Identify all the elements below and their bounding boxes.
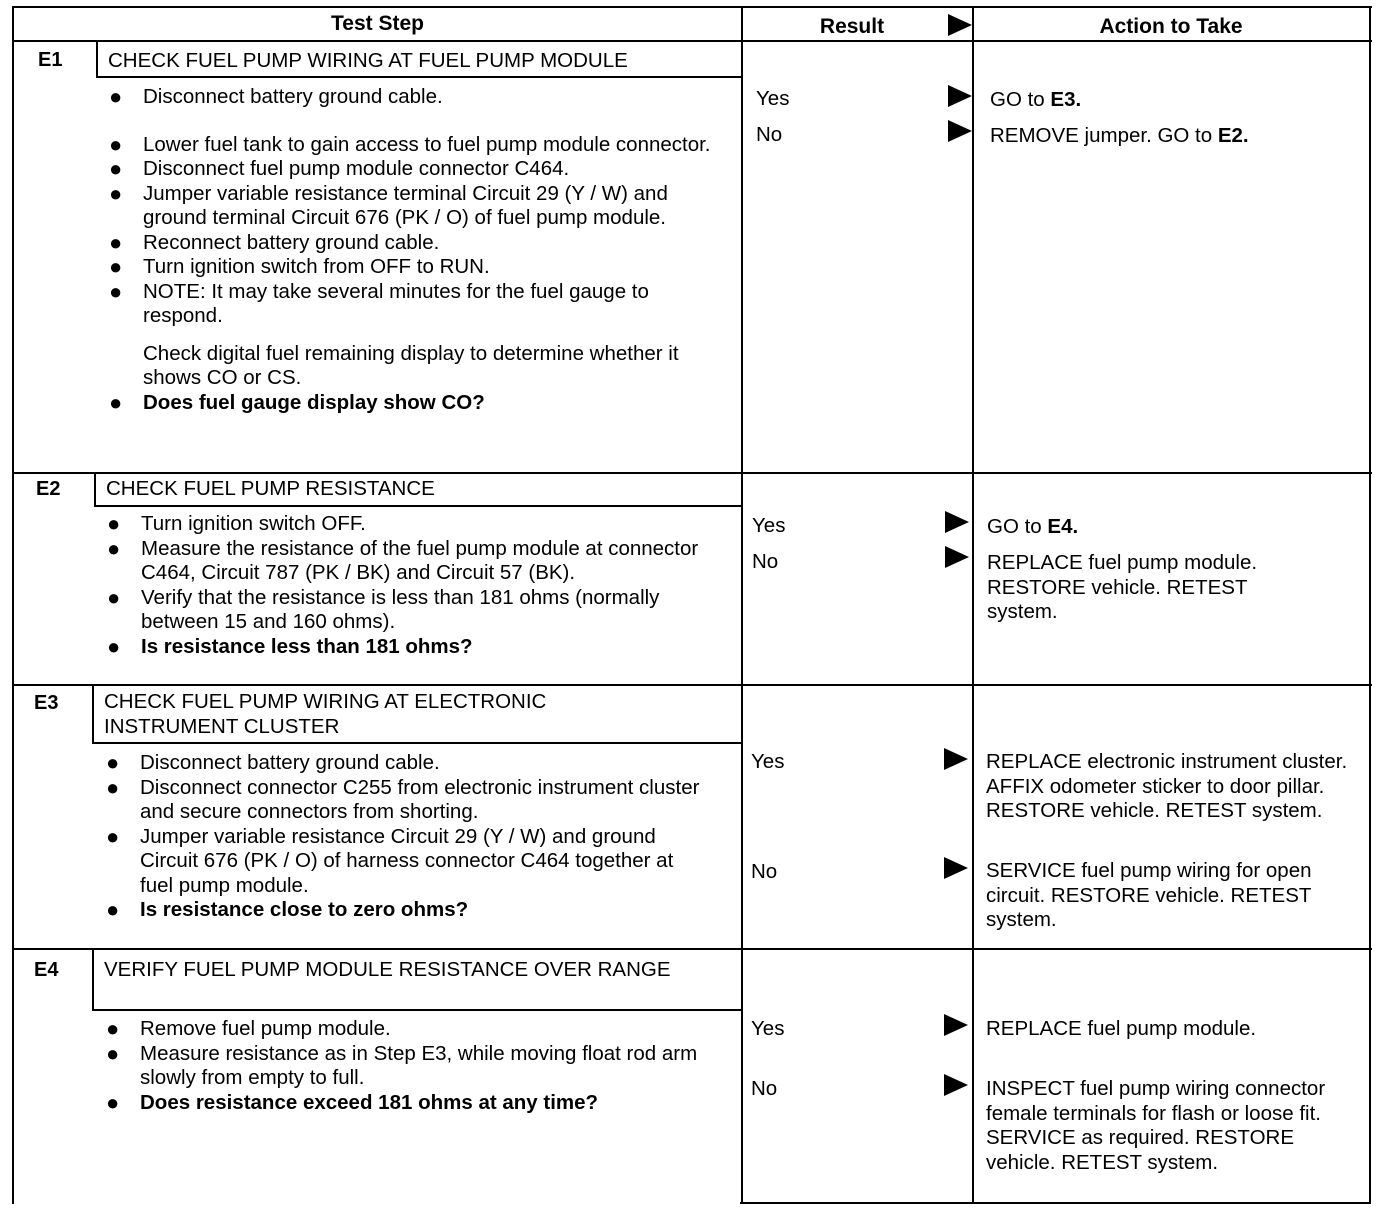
step-id: E2	[36, 478, 61, 500]
id-divider-e4	[92, 950, 94, 1009]
result-yes: Yes	[751, 1017, 785, 1040]
title-underline-e4	[92, 1009, 742, 1011]
step-question: ● Is resistance close to zero ohms?	[106, 897, 469, 922]
list-item: ● Reconnect battery ground cable.	[109, 229, 440, 255]
bullet-icon: ●	[106, 823, 120, 849]
header-action: Action to Take	[1099, 15, 1243, 38]
header-bottom-border	[12, 40, 1372, 42]
list-item: ● Turn ignition switch from OFF to RUN.	[109, 254, 490, 279]
bullet-icon: ●	[109, 254, 123, 279]
step-bullets	[107, 512, 712, 659]
list-item: ● Turn ignition switch OFF.	[107, 511, 366, 536]
result-yes: Yes	[751, 750, 785, 773]
list-item: ● Disconnect battery ground cable.	[109, 84, 443, 109]
header-result: Result	[819, 15, 885, 38]
step-separator-e4	[12, 948, 1372, 950]
action-yes: GO to E4.	[987, 515, 1079, 538]
step-id: E3	[34, 692, 59, 714]
result-no: No	[756, 123, 783, 146]
list-item: ● Jumper variable resistance Circuit 29 (Y / W) and ground Circuit 676 (PK / O) of harness connector C464 together at fuel pump module.	[106, 823, 674, 897]
list-item: ● Measure resistance as in Step E3, while moving float rod arm slowly from empty to full.	[106, 1040, 698, 1089]
result-arrow-icon	[945, 546, 969, 568]
result-arrow-icon	[944, 857, 968, 879]
table-right-border	[1369, 6, 1371, 1204]
list-item: ● Lower fuel tank to gain access to fuel pump module connector.	[109, 131, 711, 157]
bullet-icon: ●	[109, 278, 123, 304]
list-item: ● NOTE: It may take several minutes for the fuel gauge to respond.	[109, 278, 649, 327]
result-arrow-icon	[945, 511, 969, 533]
id-divider-e3	[92, 686, 94, 742]
step-question: ● Does resistance exceed 181 ohms at any time?	[106, 1089, 599, 1115]
step-id: E1	[38, 49, 63, 71]
step-separator-e2	[12, 472, 1372, 474]
step-question: ● Does fuel gauge display show CO?	[109, 389, 485, 415]
id-divider-e1	[96, 42, 98, 76]
step-title: CHECK FUEL PUMP WIRING AT FUEL PUMP MODULE	[108, 49, 628, 72]
bullet-icon: ●	[107, 584, 121, 610]
step-title: CHECK FUEL PUMP WIRING AT ELECTRONIC INSTRUMENT CLUSTER	[104, 690, 553, 738]
list-item: ● Disconnect connector C255 from electronic instrument cluster and secure connectors from shorting.	[106, 774, 700, 823]
bullet-icon: ●	[109, 84, 123, 109]
title-underline-e1	[96, 76, 742, 78]
step-bullets	[109, 85, 714, 415]
bullet-icon: ●	[106, 1089, 120, 1115]
result-no: No	[752, 550, 779, 573]
bullet-icon: ●	[109, 131, 123, 157]
header-test-step: Test Step	[331, 12, 424, 35]
table-bottom-border	[740, 1202, 1371, 1204]
step-question: ● Is resistance less than 181 ohms?	[107, 633, 473, 659]
bullet-icon: ●	[107, 535, 121, 561]
bullet-icon: ●	[106, 897, 120, 922]
bullet-icon: ●	[107, 633, 121, 659]
list-item: ● Disconnect battery ground cable.	[106, 750, 440, 775]
result-arrow-icon	[948, 120, 972, 142]
list-item: ● Disconnect fuel pump module connector C464.	[109, 156, 570, 181]
step-separator-e3	[12, 684, 1372, 686]
bullet-icon: ●	[109, 389, 123, 415]
result-arrow-icon	[948, 85, 972, 107]
bullet-icon: ●	[109, 229, 123, 255]
result-arrow-icon	[944, 748, 968, 770]
step-title: VERIFY FUEL PUMP MODULE RESISTANCE OVER RANGE	[104, 958, 671, 981]
table-left-border	[12, 6, 14, 1204]
result-arrow-icon	[944, 1074, 968, 1096]
result-no: No	[751, 860, 778, 883]
bullet-icon: ●	[107, 511, 121, 536]
title-underline-e3	[92, 742, 742, 744]
step-bullets	[106, 1017, 706, 1115]
bullet-icon: ●	[106, 750, 120, 775]
result-yes: Yes	[756, 87, 790, 110]
result-yes: Yes	[752, 514, 786, 537]
bullet-icon: ●	[109, 180, 123, 206]
title-underline-e2	[94, 505, 742, 507]
list-item: ● Verify that the resistance is less than 181 ohms (normally between 15 and 160 ohms).	[107, 584, 660, 633]
bullet-icon: ●	[109, 156, 123, 181]
action-no: REMOVE jumper. GO to E2.	[990, 124, 1249, 147]
action-yes: GO to E3.	[990, 88, 1082, 111]
table-top-border	[12, 6, 1372, 8]
list-item: ● Remove fuel pump module.	[106, 1016, 391, 1041]
step-id: E4	[34, 959, 59, 981]
header-result-arrow-icon	[948, 14, 972, 36]
result-no: No	[751, 1077, 778, 1100]
step-bullets	[106, 751, 706, 923]
list-item: ● Measure the resistance of the fuel pump module at connector C464, Circuit 787 (PK / BK) and Circuit 57 (BK).	[107, 535, 699, 584]
bullet-icon: ●	[106, 1040, 120, 1066]
result-column-divider	[741, 6, 743, 1204]
action-no: SERVICE fuel pump wiring for open circuit. RESTORE vehicle. RETEST system.	[986, 859, 1312, 931]
step-title: CHECK FUEL PUMP RESISTANCE	[106, 477, 435, 500]
action-yes: REPLACE fuel pump module.	[986, 1017, 1257, 1040]
list-item: ● Jumper variable resistance terminal Circuit 29 (Y / W) and ground terminal Circuit 676 (PK / O) of fuel pump module.	[109, 180, 668, 229]
bullet-icon: ●	[106, 1016, 120, 1041]
action-no: INSPECT fuel pump wiring connector female terminals for flash or loose fit. SERVICE as required. RESTORE vehicle. RETEST system.	[986, 1077, 1326, 1174]
id-divider-e2	[94, 474, 96, 505]
result-arrow-icon	[944, 1014, 968, 1036]
action-no: REPLACE fuel pump module. RESTORE vehicle. RETEST system.	[987, 551, 1258, 623]
action-yes: REPLACE electronic instrument cluster. AFFIX odometer sticker to door pillar. RESTORE vehicle. RETEST system.	[986, 750, 1348, 822]
action-column-divider	[972, 6, 974, 1204]
bullet-icon: ●	[106, 774, 120, 800]
step-paragraph: Check digital fuel remaining display to determine whether it shows CO or CS.	[143, 341, 679, 389]
